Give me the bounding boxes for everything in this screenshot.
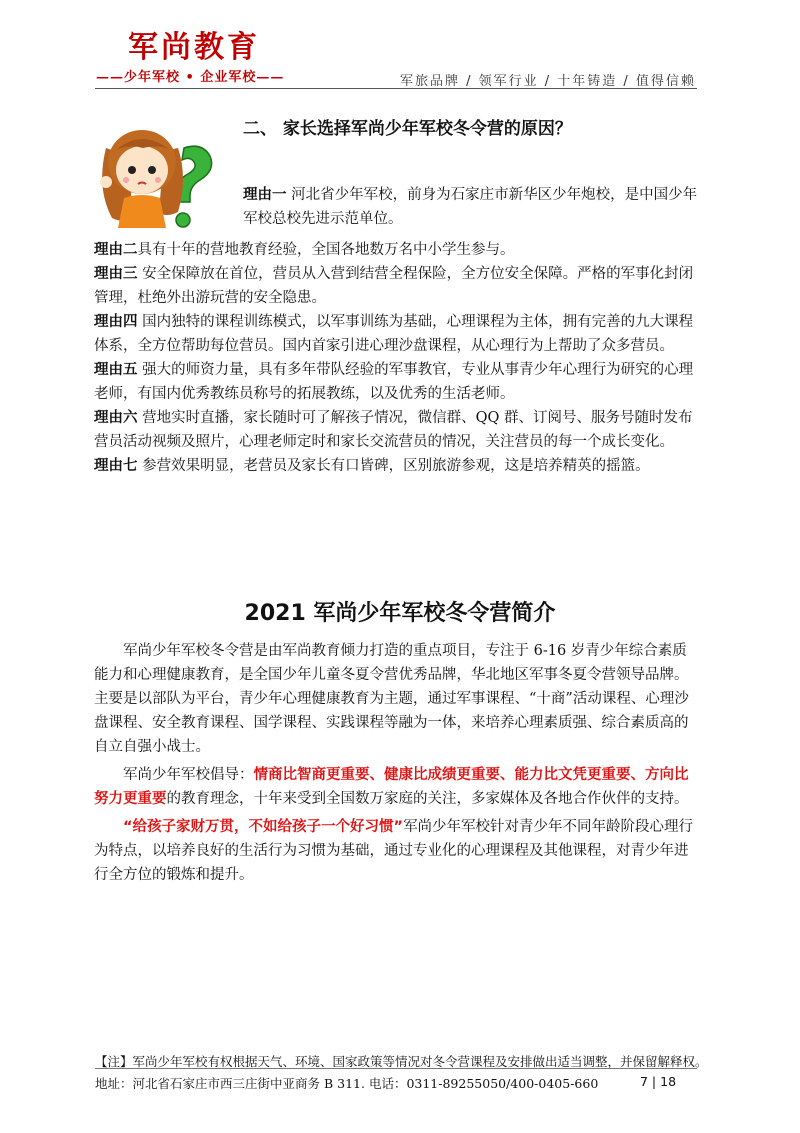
intro-heading: 2021 军尚少年军校冬令营简介	[244, 601, 556, 626]
reason-7	[94, 454, 698, 478]
reason-1	[243, 183, 698, 231]
intro-paragraph-1: 军尚少年军校冬令营是由军尚教育倾力打造的重点项目，专注于 6-16 岁青少年综合素质能力和心理健康教育，是全国少年儿童冬夏令营优秀品牌，华北地区军事冬夏令营领导品牌。主要是以部队为平台，青少年心理健康教育为主题，通过军事课程、“十商”活动课程、心理沙盘课程、安全教育课程、国学课程、实践课程等融为一体，来培养心理素质强、综合素质高的自立自强小战士。	[94, 643, 689, 755]
slogan-highlight: “给孩子家财万贯，不如给孩子一个好习惯”	[123, 819, 404, 835]
reason-label: 理由五	[94, 361, 138, 378]
girl-question-mark-illustration	[92, 108, 218, 234]
footer-note: 【注】军尚少年军校有权根据天气、环境、国家政策等情况对冬令营课程及安排做出适当调整，并保留解释权。	[95, 1054, 708, 1069]
reason-label: 理由一	[243, 186, 287, 203]
reason-text: 参营效果明显，老营员及家长有口皆碑，区别旅游参观，这是培养精英的摇篮。	[137, 458, 650, 474]
reason-5	[94, 358, 698, 406]
intro-p2-suffix: 的教育理念，十年来受到全国数万家庭的关注，多家媒体及各地合作伙伴的支持。	[166, 791, 689, 807]
logo-title: 军尚教育	[128, 30, 260, 65]
intro-paragraph-2	[94, 763, 698, 811]
section-heading: 二、 家长选择军尚少年军校冬令营的原因？	[243, 119, 572, 139]
reason-3	[94, 262, 698, 310]
reasons-list	[94, 238, 698, 478]
footer-address: 地址：河北省石家庄市西三庄街中亚商务 B 311. 电话：0311-89255050/400-0405-660	[95, 1076, 599, 1091]
reason-label: 理由四	[94, 313, 138, 330]
reason-label: 理由二	[94, 241, 138, 258]
intro-paragraph-3	[94, 815, 698, 887]
reason-text: 强大的师资力量，具有多年带队经验的军事教官，专业从事青少年心理行为研究的心理老师，有国内优秀教练员称号的拓展教练，以及优秀的生活老师。	[94, 362, 694, 402]
footer-divider	[95, 1068, 697, 1069]
reason-6	[94, 406, 698, 454]
intro-p3-suffix: 军尚少年军校针对青少年不同年龄阶段心理行为特点，以培养良好的生活行为习惯为基础，通过专业化的心理课程及其他课程，对青少年进行全方位的锻炼和提升。	[94, 819, 694, 883]
reason-2	[94, 238, 698, 262]
reason-4	[94, 310, 698, 358]
reason-text: 安全保障放在首位，营员从入营到结营全程保险，全方位安全保障。严格的军事化封闭管理，杜绝外出游玩营的安全隐患。	[94, 266, 694, 306]
reason-label: 理由七	[94, 457, 138, 474]
logo-subtitle: ——少年军校 • 企业军校——	[96, 70, 285, 85]
reason-text: 营地实时直播，家长随时可了解孩子情况，微信群、QQ 群、订阅号、服务号随时发布营员活动视频及照片，心理老师定时和家长交流营员的情况，关注营员的每一个成长变化。	[94, 410, 693, 450]
intro-body	[94, 639, 698, 891]
reason-text: 河北省少年军校，前身为石家庄市新华区少年炮校，是中国少年军校总校先进示范单位。	[243, 187, 698, 227]
reason-text: 具有十年的营地教育经验，全国各地数万名中小学生参与。	[137, 242, 515, 258]
reason-text: 国内独特的课程训练模式，以军事训练为基础，心理课程为主体，拥有完善的九大课程体系，全方位帮助每位营员。国内首家引进心理沙盘课程，从心理行为上帮助了众多营员。	[94, 314, 694, 354]
reason-label: 理由三	[94, 265, 138, 282]
philosophy-highlight: 情商比智商更重要、健康比成绩更重要、能力比文凭更重要、方向比努力更重要	[94, 767, 689, 807]
header-divider	[95, 88, 697, 89]
intro-p2-prefix: 军尚少年军校倡导：	[123, 767, 254, 783]
page-header	[0, 0, 800, 100]
reason-label: 理由六	[94, 409, 138, 426]
header-slogan: 军旅品牌 / 领军行业 / 十年铸造 / 值得信赖	[400, 74, 696, 89]
page-number: 7 | 18	[640, 1074, 677, 1089]
